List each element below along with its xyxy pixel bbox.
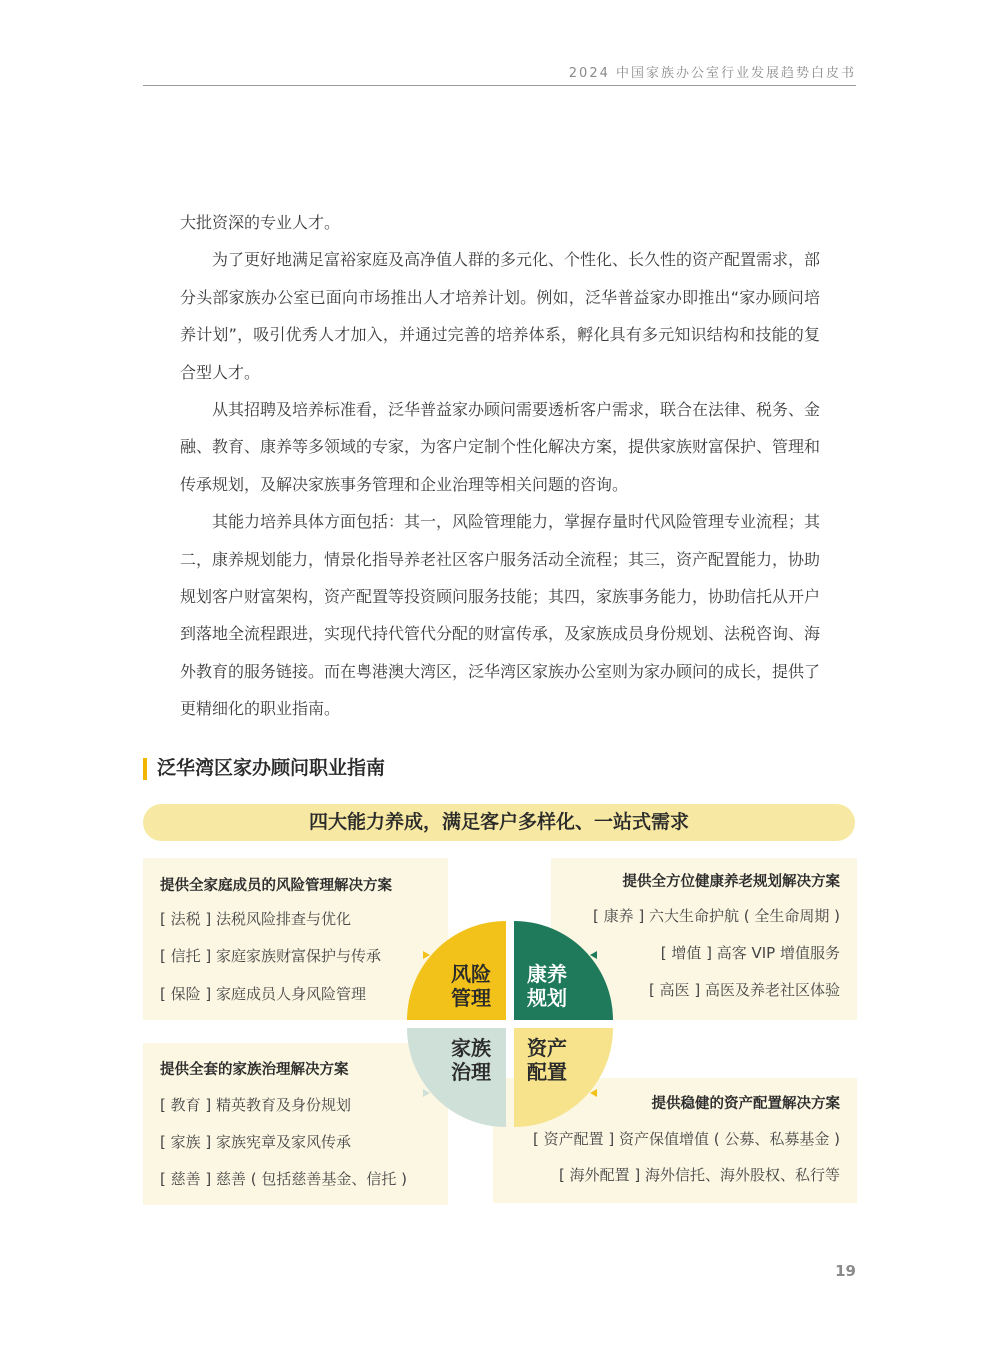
paragraph-2: 为了更好地满足富裕家庭及高净值人群的多元化、个性化、长久性的资产配置需求，部分头部家族办公室已面向市场推出人才培养计划。例如，泛华普益家办即推出“家办顾问培养计划”，吸引优秀人才加入，并通过完善的培养体系，孵化具有多元知识结构和技能的复合型人才。 xyxy=(180,250,821,382)
family-label-line1: 家族 xyxy=(451,1036,491,1060)
risk-label-line1: 风险 xyxy=(451,962,491,986)
right-arrow-icon xyxy=(590,1089,597,1097)
asset-label-line2: 配置 xyxy=(527,1060,567,1084)
risk-label-line2: 管理 xyxy=(451,986,491,1010)
page-number: 19 xyxy=(835,1262,856,1280)
box-item: [ 高医 ] 高医及养老社区体验 xyxy=(648,981,840,999)
capability-pie xyxy=(403,917,617,1131)
box-item: [ 保险 ] 家庭成员人身风险管理 xyxy=(160,985,367,1003)
body-text xyxy=(180,204,820,728)
box-item: [ 资产配置 ] 资产保值增值 ( 公募、私募基金 ) xyxy=(532,1130,840,1148)
health-label-line1: 康养 xyxy=(527,962,567,986)
box-item: [ 教育 ] 精英教育及身份规划 xyxy=(160,1096,352,1114)
asset-label-line1: 资产 xyxy=(527,1036,567,1060)
family-label-line2: 治理 xyxy=(451,1060,491,1084)
box-item: [ 家族 ] 家族宪章及家风传承 xyxy=(160,1133,352,1151)
section-title: 泛华湾区家办顾问职业指南 xyxy=(157,757,386,779)
left-arrow-icon xyxy=(423,1089,430,1097)
header-divider xyxy=(143,85,856,86)
header-title: 2024 中国家族办公室行业发展趋势白皮书 xyxy=(568,66,856,81)
right-arrow-icon xyxy=(590,951,597,959)
section-accent-bar xyxy=(143,758,147,780)
left-arrow-icon xyxy=(423,951,430,959)
paragraph-4: 其能力培养具体方面包括：其一，风险管理能力，掌握存量时代风险管理专业流程；其二，康养规划能力，情景化指导养老社区客户服务活动全流程；其三，资产配置能力，协助规划客户财富架构，资产配置等投资顾问服务技能；其四，家族事务能力，协助信托从开户到落地全流程跟进，实现代持代管代分配的财富传承，及家族成员身份规划、法税咨询、海外教育的服务链接。而在粤港澳大湾区，泛华湾区家族办公室则为家办顾问的成长，提供了更精细化的职业指南。 xyxy=(180,512,821,719)
box-title: 提供全方位健康养老规划解决方案 xyxy=(622,874,840,890)
box-item: [ 康养 ] 六大生命护航 ( 全生命周期 ) xyxy=(592,907,840,925)
box-item: [ 增值 ] 高客 VIP 增值服务 xyxy=(660,944,840,962)
health-label-line2: 规划 xyxy=(527,986,567,1010)
box-title: 提供全套的家族治理解决方案 xyxy=(160,1062,349,1078)
paragraph-3: 从其招聘及培养标准看，泛华普益家办顾问需要透析客户需求，联合在法律、税务、金融、教育、康养等多领域的专家，为客户定制个性化解决方案，提供家族财富保护、管理和传承规划，及解决家族事务管理和企业治理等相关问题的咨询。 xyxy=(180,400,821,494)
box-item: [ 慈善 ] 慈善 ( 包括慈善基金、信托 ) xyxy=(160,1170,408,1188)
box-item: [ 法税 ] 法税风险排查与优化 xyxy=(160,910,352,928)
box-item: [ 海外配置 ] 海外信托、海外股权、私行等 xyxy=(558,1166,840,1184)
box-item: [ 信托 ] 家庭家族财富保护与传承 xyxy=(160,947,382,965)
box-title: 提供稳健的资产配置解决方案 xyxy=(651,1096,840,1112)
paragraph-1: 大批资深的专业人才。 xyxy=(180,213,341,232)
box-title: 提供全家庭成员的风险管理解决方案 xyxy=(160,878,392,894)
diagram-banner: 四大能力养成，满足客户多样化、一站式需求 xyxy=(143,804,855,841)
